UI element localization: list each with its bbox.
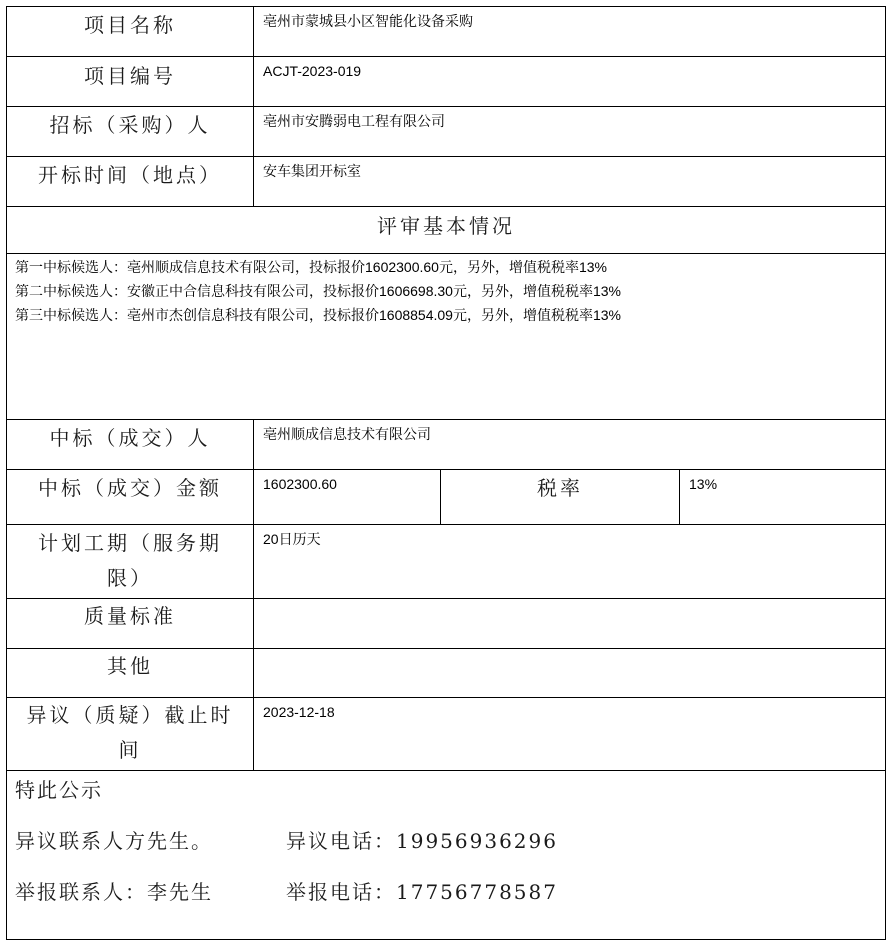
project-no-label: 项目编号	[84, 64, 176, 88]
quality-label: 质量标准	[84, 604, 176, 628]
notice-text: 特此公示	[15, 778, 103, 802]
other-label: 其他	[107, 654, 153, 678]
row-divider	[7, 56, 885, 57]
period-label-line2: 限）	[107, 566, 153, 590]
report-phone: 举报电话：17756778587	[286, 880, 558, 904]
purchaser-value: 亳州市安腾弱电工程有限公司	[263, 113, 445, 129]
review-section-title: 评审基本情况	[377, 214, 515, 238]
column-divider	[679, 469, 680, 524]
tax-rate-label: 税率	[537, 476, 583, 500]
period-value: 20日历天	[263, 531, 321, 547]
objection-phone: 异议电话：19956936296	[286, 829, 558, 853]
tax-rate-value: 13%	[689, 476, 718, 492]
report-contact: 举报联系人：李先生	[15, 880, 213, 904]
objection-deadline-label-line2: 间	[118, 738, 142, 762]
candidate-third: 第三中标候选人：亳州市杰创信息科技有限公司，投标报价1608854.09元，另外，增值税税率13%	[15, 307, 621, 323]
candidate-first: 第一中标候选人：亳州顺成信息技术有限公司，投标报价1602300.60元，另外，增值税税率13%	[15, 259, 607, 275]
announcement-table	[6, 6, 886, 940]
winner-label: 中标（成交）人	[49, 426, 211, 450]
objection-deadline-label-line1: 异议（质疑）截止时	[26, 703, 234, 727]
project-no-value: ACJT-2023-019	[263, 63, 362, 79]
project-name-label: 项目名称	[84, 13, 176, 37]
winner-value: 亳州顺成信息技术有限公司	[263, 426, 431, 442]
candidate-second: 第二中标候选人：安徽正中合信息科技有限公司，投标报价1606698.30元，另外，增值税税率13%	[15, 283, 621, 299]
column-divider	[253, 7, 254, 206]
row-divider	[7, 206, 885, 207]
amount-value: 1602300.60	[263, 476, 337, 492]
row-divider	[7, 253, 885, 254]
purchaser-label: 招标（采购）人	[49, 113, 211, 137]
project-name-value: 亳州市蒙城县小区智能化设备采购	[263, 13, 473, 29]
objection-deadline-value: 2023-12-18	[263, 704, 335, 720]
open-time-value: 安车集团开标室	[263, 163, 361, 179]
row-divider	[7, 770, 885, 771]
column-divider	[253, 419, 254, 770]
amount-label: 中标（成交）金额	[38, 476, 222, 500]
period-label-line1: 计划工期（服务期	[38, 531, 222, 555]
objection-contact: 异议联系人方先生。	[15, 829, 213, 853]
open-time-label: 开标时间（地点）	[38, 163, 222, 187]
